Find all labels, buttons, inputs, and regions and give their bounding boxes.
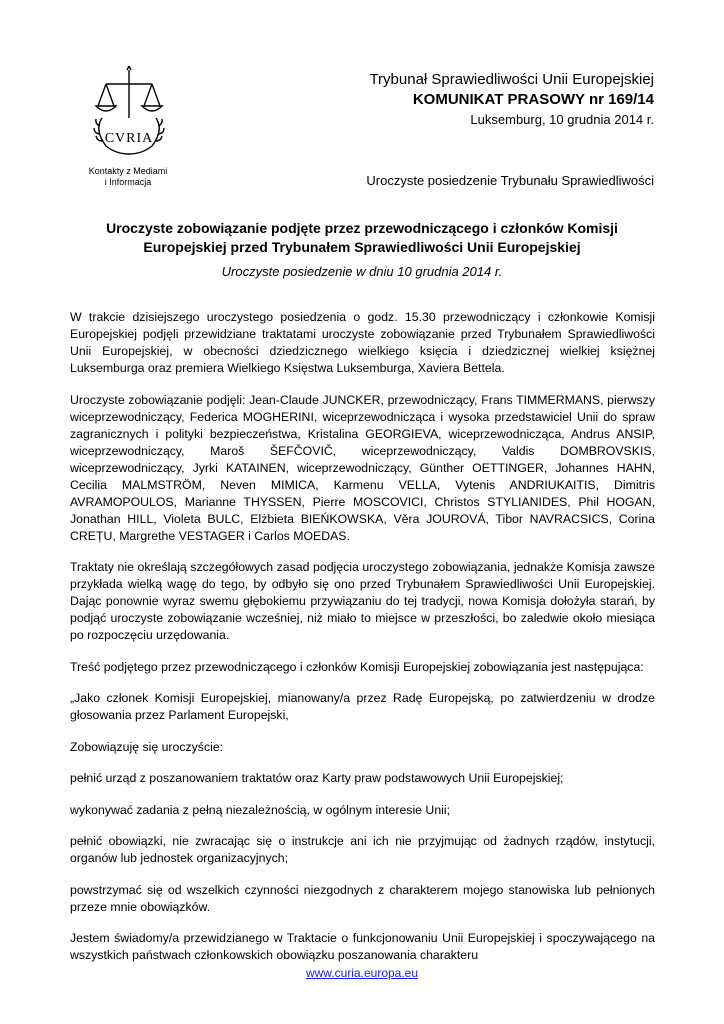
paragraph: wykonywać zadania z pełną niezależnością, w ogólnym interesie Unii; — [70, 802, 451, 817]
logo-caption-line1: Kontakty z Mediami — [88, 166, 168, 176]
paragraph: Jestem świadomy/a przewidzianego w Traktacie o funkcjonowaniu Unii Europejskiej i spoczywającego na wszystkich państwach członkowskich obowiązku poszanowania charakteru — [70, 931, 655, 962]
paragraph: Treść podjętego przez przewodniczącego i członków Komisji Europejskiej zobowiązania jest następująca: — [70, 659, 644, 674]
curia-website-link[interactable]: www.curia.europa.eu — [305, 966, 419, 980]
curia-logo — [84, 66, 174, 162]
paragraph: Traktaty nie określają szczegółowych zasad podjęcia uroczystego zobowiązania, jednakże Komisja zawsze przykłada wielką wagę do tego, by odbyło się ono przed Trybunałem Sprawiedliwości Unii Europejskiej. Dając ponownie wyraz swemu głębokiemu przywiązaniu do tej tradycji, nowa Komisja dołożyła starań, by podjąć uroczyste zobowiązanie wcześniej, niż miało to miejsce w przeszłości, bo zaledwie około miesiąca po rozpoczęciu urzędowania. — [70, 560, 655, 642]
paragraph: pełnić urząd z poszanowaniem traktatów oraz Karty praw podstawowych Unii Europejskiej; — [70, 771, 564, 785]
institution-name: Trybunał Sprawiedliwości Unii Europejskiej — [369, 71, 654, 88]
document-body — [70, 309, 655, 979]
logo-text: CVRIA — [104, 131, 154, 146]
header-topic: Uroczyste posiedzenie Trybunału Sprawiedliwości — [366, 173, 654, 188]
paragraph: Zobowiązuję się uroczyście: — [70, 739, 224, 754]
page-footer — [0, 966, 724, 980]
place-date: Luksemburg, 10 grudnia 2014 r. — [470, 112, 654, 127]
paragraph: W trakcie dzisiejszego uroczystego posiedzenia o godz. 15.30 przewodniczący i członkowie Komisji Europejskiej podjęli przewidziane traktatami uroczyste zobowiązanie przed Trybunałem Sprawiedliwości Unii Europejskiej, w obecności dziedzicznego wielkiego księcia i dziedzicznej wielkiej księżnej Luksemburga oraz premiera Wielkiego Księstwa Luksemburga, Xaviera Bettela. — [70, 310, 655, 375]
logo-caption — [76, 166, 180, 188]
scales-of-justice-icon — [84, 66, 174, 162]
press-release-number: KOMUNIKAT PRASOWY nr 169/14 — [412, 91, 654, 108]
paragraph: powstrzymać się od wszelkich czynności niezgodnych z charakterem mojego stanowiska lub pełnionych przeze mnie obowiązków. — [70, 882, 655, 914]
paragraph: Uroczyste zobowiązanie podjęli: Jean-Claude JUNCKER, przewodniczący, Frans TIMMERMANS, pierwszy wiceprzewodniczący, Federica MOGHERINI, wiceprzewodnicząca i wysoka przedstawiciel Unii do spraw zagranicznych i polityki bezpieczeństwa, Kristalina GEORGIEVA, wiceprzewodnicząca, Andrus ANSIP, wiceprzewodniczący, Maroš ŠEFČOVIČ, wiceprzewodniczący, Valdis DOMBROVSKIS, wiceprzewodniczący, Jyrki KATAINEN, wiceprzewodniczący, Günther OETTINGER, Johannes HAHN, Cecilia MALMSTRÖM, Neven MIMICA, Karmenu VELLA, Vytenis ANDRIUKAITIS, Dimitris AVRAMOPOULOS, Marianne THYSSEN, Pierre MOSCOVICI, Christos STYLIANIDES, Phil HOGAN, Jonathan HILL, Violeta BULC, Elżbieta BIEŃKOWSKA, Věra JOUROVÁ, Tibor NAVRACSICS, Corina CREȚU, Margrethe VESTAGER i Carlos MOEDAS. — [70, 392, 655, 543]
press-header — [369, 70, 654, 130]
document-subtitle: Uroczyste posiedzenie w dniu 10 grudnia 2014 r. — [221, 264, 503, 279]
paragraph: pełnić obowiązki, nie zwracając się o instrukcje ani ich nie przyjmując od żadnych rządów, instytucji, organów lub jednostek organizacyjnych; — [70, 834, 655, 865]
logo-caption-line2: i Informacja — [104, 177, 152, 187]
paragraph: „Jako członek Komisji Europejskiej, mianowany/a przez Radę Europejską, po zatwierdzeniu w drodze głosowania przez Parlament Europejski, — [70, 691, 655, 722]
document-title: Uroczyste zobowiązanie podjęte przez przewodniczącego i członków Komisji Europejskiej przed Trybunałem Sprawiedliwości Unii Europejskiej — [106, 220, 618, 255]
